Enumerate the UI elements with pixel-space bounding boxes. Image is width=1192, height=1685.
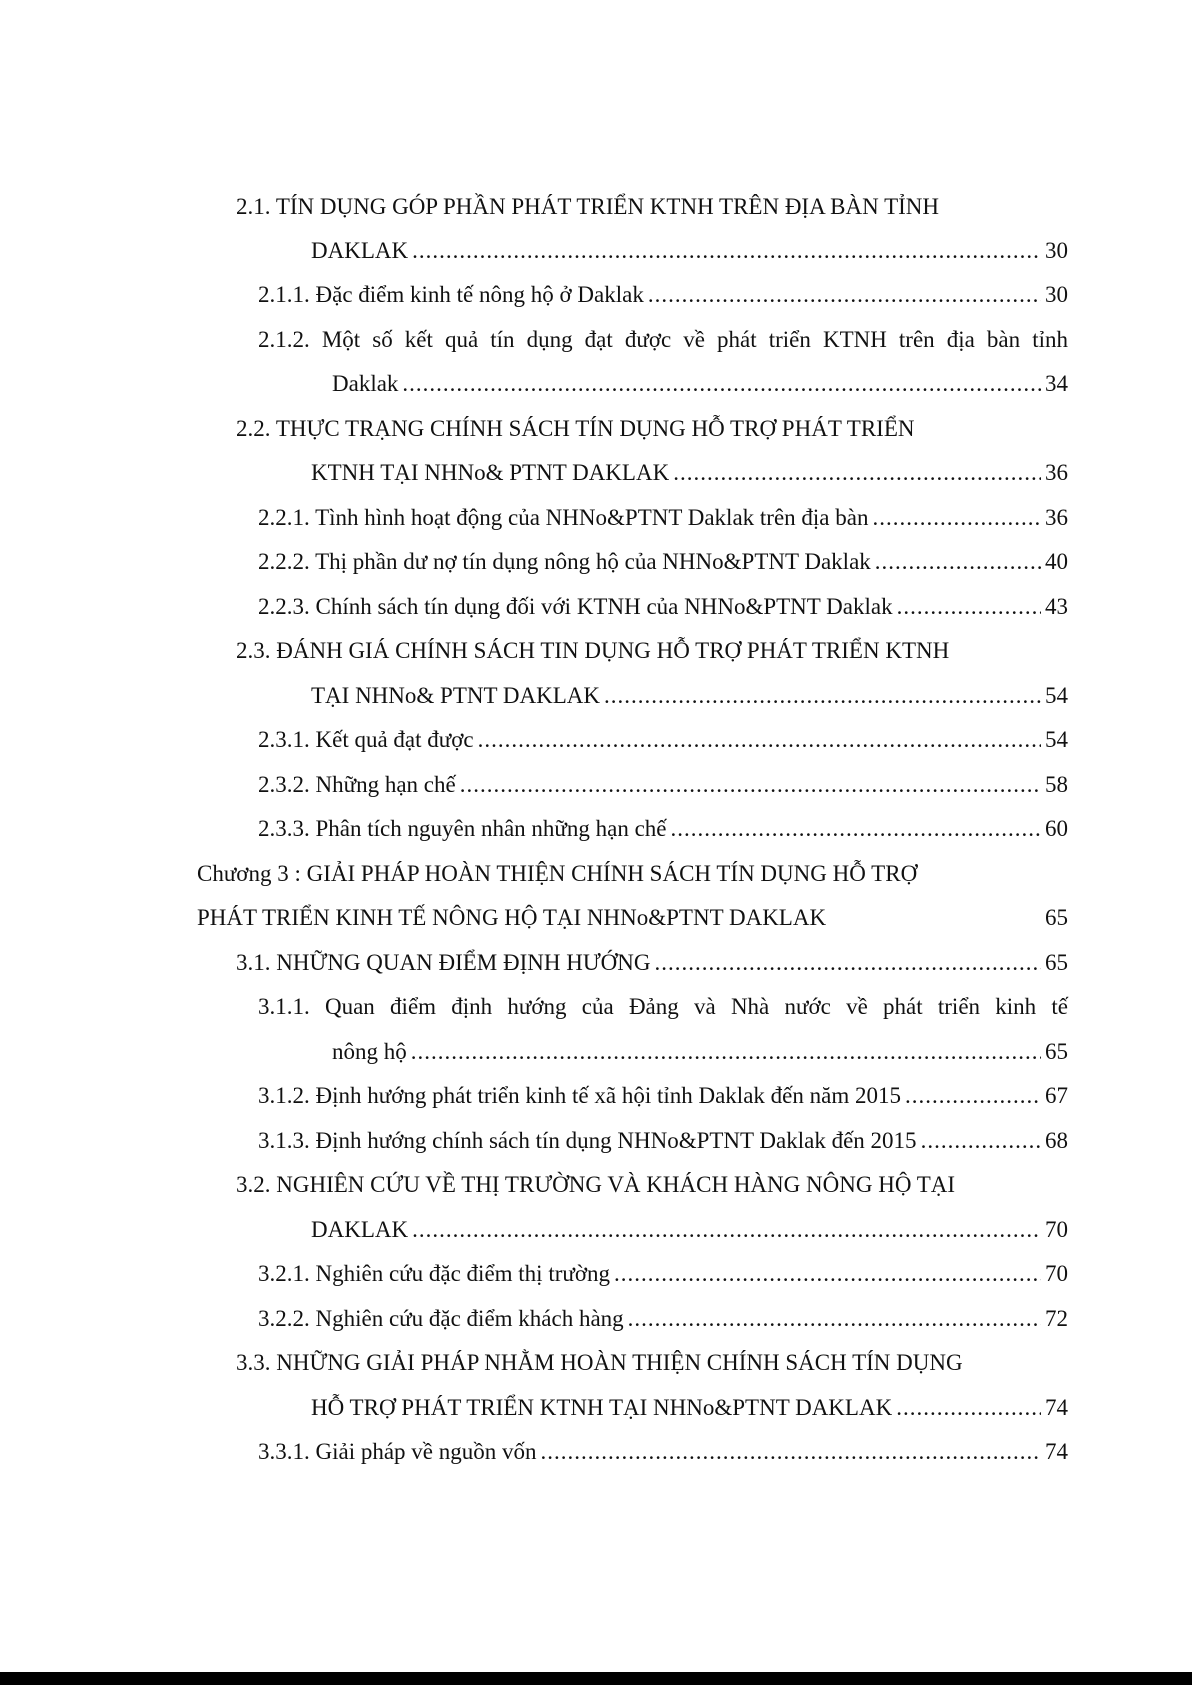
toc-page-number: 34	[1045, 371, 1068, 396]
toc-entry-text: 3.3.1. Giải pháp về nguồn vốn	[258, 1439, 537, 1464]
toc-entry-text: 2.1. TÍN DỤNG GÓP PHẦN PHÁT TRIỂN KTNH TRÊN ĐỊA BÀN TỈNH	[236, 194, 940, 219]
toc-page-number: 58	[1045, 772, 1068, 797]
toc-entry-3-3-1[interactable]	[258, 1435, 1068, 1469]
dot-leader	[412, 1213, 1041, 1247]
toc-entry-text: HỖ TRỢ PHÁT TRIỂN KTNH TẠI NHNo&PTNT DAKLAK	[311, 1395, 893, 1420]
dot-leader	[671, 812, 1042, 846]
dot-leader	[905, 1079, 1041, 1113]
dot-leader	[412, 234, 1041, 268]
toc-entry-2-1-heading	[236, 190, 1066, 224]
toc-page-number: 72	[1045, 1306, 1068, 1331]
toc-entry-text: 3.2. NGHIÊN CỨU VỀ THỊ TRƯỜNG VÀ KHÁCH HÀNG NÔNG HỘ TẠI	[236, 1172, 956, 1197]
toc-entry-text: 2.3. ĐÁNH GIÁ CHÍNH SÁCH TIN DỤNG HỖ TRỢ PHÁT TRIỂN KTNH	[236, 638, 950, 663]
toc-page-number: 70	[1045, 1217, 1068, 1242]
toc-entry-text: DAKLAK	[311, 238, 409, 263]
dot-leader	[460, 768, 1041, 802]
dot-leader	[673, 456, 1041, 490]
toc-page-number: 70	[1045, 1261, 1068, 1286]
dot-leader	[655, 946, 1041, 980]
toc-page-number: 68	[1045, 1128, 1068, 1153]
toc-entry-text: 2.2.3. Chính sách tín dụng đối với KTNH của NHNo&PTNT Daklak	[258, 594, 893, 619]
toc-page-number: 65	[1045, 1039, 1068, 1064]
toc-entry-text: Chương 3 : GIẢI PHÁP HOÀN THIỆN CHÍNH SÁCH TÍN DỤNG HỖ TRỢ	[197, 861, 918, 886]
toc-page-number: 65	[1045, 905, 1068, 930]
dot-leader	[411, 1035, 1041, 1069]
toc-entry-2-1-1[interactable]	[258, 278, 1068, 312]
toc-entry-3-1[interactable]	[236, 946, 1068, 980]
toc-entry-3-2-2[interactable]	[258, 1302, 1068, 1336]
toc-entry-2-3-2[interactable]	[258, 768, 1068, 802]
toc-entry-text: 2.1.2. Một số kết quả tín dụng đạt được về phát triển KTNH trên địa bàn tỉnh	[258, 327, 1068, 352]
dot-leader	[478, 723, 1041, 757]
toc-page-number: 60	[1045, 816, 1068, 841]
toc-entry-text: 3.1.1. Quan điểm định hướng của Đảng và Nhà nước về phát triển kinh tế	[258, 994, 1068, 1019]
toc-page-number: 74	[1045, 1439, 1068, 1464]
toc-entry-text: 3.1. NHỮNG QUAN ĐIỂM ĐỊNH HƯỚNG	[236, 950, 651, 975]
toc-entry-2-3-1[interactable]	[258, 723, 1068, 757]
toc-entry-text: 2.1.1. Đặc điểm kinh tế nông hộ ở Daklak	[258, 282, 644, 307]
toc-entry-3-1-3[interactable]	[258, 1124, 1068, 1158]
toc-entry-3-2[interactable]	[311, 1213, 1068, 1247]
toc-entry-3-3[interactable]	[311, 1391, 1068, 1425]
dot-leader	[628, 1302, 1041, 1336]
toc-page-number: 74	[1045, 1395, 1068, 1420]
toc-entry-text: 2.3.2. Những hạn chế	[258, 772, 456, 797]
toc-entry-text: 2.3.3. Phân tích nguyên nhân những hạn chế	[258, 816, 667, 841]
toc-entry-text: TẠI NHNo& PTNT DAKLAK	[311, 683, 600, 708]
toc-page-number: 40	[1045, 549, 1068, 574]
toc-entry-2-2-1[interactable]	[258, 501, 1068, 535]
toc-entry-text: nông hộ	[332, 1039, 407, 1064]
dot-leader	[402, 367, 1041, 401]
toc-page-number: 43	[1045, 594, 1068, 619]
toc-entry-2-1-2-heading	[258, 323, 1068, 357]
toc-entry-text: DAKLAK	[311, 1217, 409, 1242]
toc-entry-2-2-3[interactable]	[258, 590, 1068, 624]
dot-leader	[896, 1391, 1041, 1425]
toc-entry-2-2-2[interactable]	[258, 545, 1068, 579]
toc-entry-text: 3.2.1. Nghiên cứu đặc điểm thị trường	[258, 1261, 610, 1286]
toc-entry-2-2[interactable]	[311, 456, 1068, 490]
toc-entry-2-1-2[interactable]	[332, 367, 1068, 401]
toc-entry-text: 2.3.1. Kết quả đạt được	[258, 727, 474, 752]
toc-page-number: 54	[1045, 683, 1068, 708]
toc-page-number: 65	[1045, 950, 1068, 975]
toc-entry-2-3[interactable]	[311, 679, 1068, 713]
toc-entry-text: 2.2.1. Tình hình hoạt động của NHNo&PTNT Daklak trên địa bàn	[258, 505, 869, 530]
dot-leader	[921, 1124, 1041, 1158]
toc-entry-text: 3.3. NHỮNG GIẢI PHÁP NHẰM HOÀN THIỆN CHÍNH SÁCH TÍN DỤNG	[236, 1350, 963, 1375]
dot-leader	[648, 278, 1041, 312]
dot-leader	[897, 590, 1041, 624]
toc-entry-3-1-1[interactable]	[332, 1035, 1068, 1069]
toc-entry-text: 3.1.2. Định hướng phát triển kinh tế xã hội tỉnh Daklak đến năm 2015	[258, 1083, 901, 1108]
toc-entry-text: PHÁT TRIỂN KINH TẾ NÔNG HỘ TẠI NHNo&PTNT DAKLAK	[197, 905, 827, 930]
dot-leader	[875, 545, 1041, 579]
toc-entry-3-2-heading	[236, 1168, 1066, 1202]
dot-leader	[604, 679, 1041, 713]
toc-page-number: 30	[1045, 238, 1068, 263]
toc-entry-2-2-heading	[236, 412, 1066, 446]
dot-leader	[872, 501, 1041, 535]
toc-page-number: 67	[1045, 1083, 1068, 1108]
toc-entry-text: KTNH TẠI NHNo& PTNT DAKLAK	[311, 460, 670, 485]
toc-entry-text: 3.2.2. Nghiên cứu đặc điểm khách hàng	[258, 1306, 624, 1331]
toc-page-number: 36	[1045, 505, 1068, 530]
toc-entry-3-1-1-heading	[258, 990, 1068, 1024]
page-bottom-border	[0, 1672, 1192, 1685]
toc-entry-2-1[interactable]	[311, 234, 1068, 268]
toc-entry-text: Daklak	[332, 371, 399, 396]
dot-leader	[541, 1435, 1041, 1469]
dot-leader	[614, 1257, 1041, 1291]
toc-entry-3-1-2[interactable]	[258, 1079, 1068, 1113]
toc-entry-3-2-1[interactable]	[258, 1257, 1068, 1291]
toc-page-number: 36	[1045, 460, 1068, 485]
toc-page-number: 54	[1045, 727, 1068, 752]
toc-entry-chapter-3-heading	[197, 857, 1067, 891]
toc-entry-chapter-3[interactable]	[197, 901, 1068, 935]
toc-entry-text: 2.2. THỰC TRẠNG CHÍNH SÁCH TÍN DỤNG HỖ TRỢ PHÁT TRIỂN	[236, 416, 915, 441]
toc-entry-text: 2.2.2. Thị phần dư nợ tín dụng nông hộ của NHNo&PTNT Daklak	[258, 549, 871, 574]
toc-entry-2-3-3[interactable]	[258, 812, 1068, 846]
toc-entry-3-3-heading	[236, 1346, 1066, 1380]
toc-entry-2-3-heading	[236, 634, 1066, 668]
toc-page-number: 30	[1045, 282, 1068, 307]
toc-entry-text: 3.1.3. Định hướng chính sách tín dụng NHNo&PTNT Daklak đến 2015	[258, 1128, 917, 1153]
